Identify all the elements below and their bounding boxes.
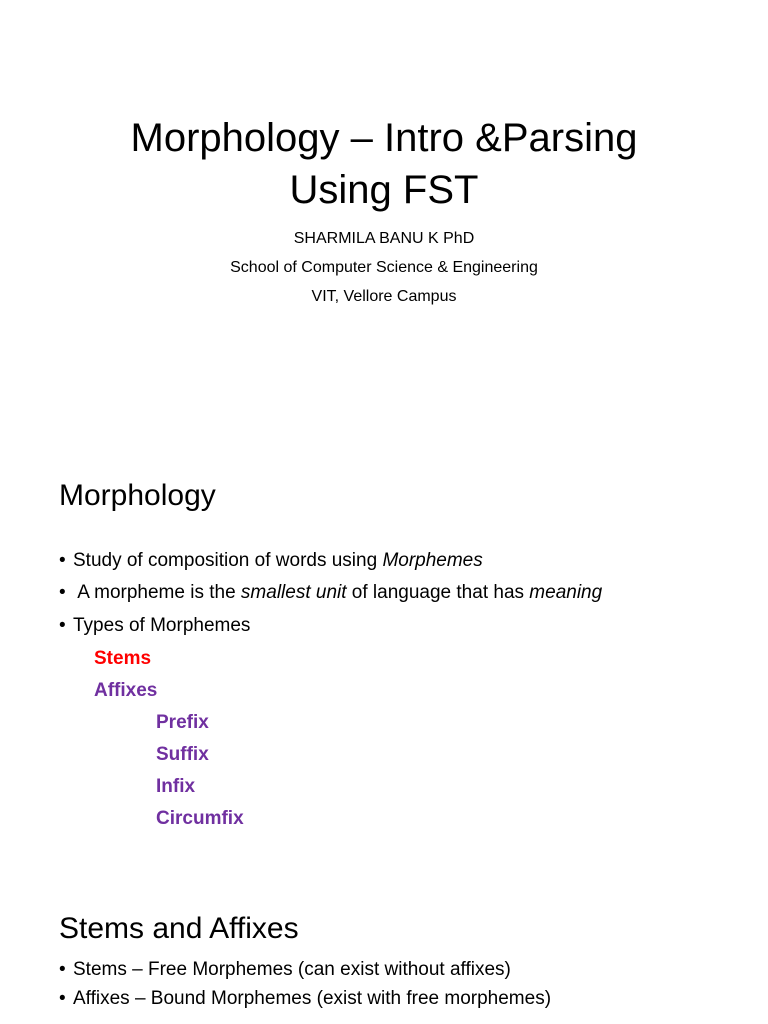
school-name: School of Computer Science & Engineering — [230, 259, 538, 276]
bullet-text: Affixes – Bound Morphemes (exist with free morphemes) — [73, 988, 552, 1009]
bullet-affixes: • Affixes – Bound Morphemes (exist with free morphemes) — [59, 988, 552, 1009]
campus-name: VIT, Vellore Campus — [311, 288, 457, 305]
morphology-slide — [0, 470, 768, 870]
item-infix: Infix — [156, 776, 196, 797]
title-line-1: Morphology – Intro &Parsing — [130, 116, 638, 160]
bullet-composition: • Study of composition of words using Morphemes — [59, 550, 483, 571]
emphasis-meaning: meaning — [529, 582, 603, 603]
bullet-definition: • A morpheme is the smallest unit of language that has meaning — [59, 582, 603, 603]
bullet-stems: • Stems – Free Morphemes (can exist without affixes) — [59, 959, 511, 980]
title-line-2: Using FST — [289, 168, 479, 212]
author-name: SHARMILA BANU K PhD — [293, 230, 475, 247]
stems-affixes-slide — [0, 905, 768, 1024]
emphasis-smallest-unit: smallest unit — [240, 582, 347, 603]
bullet-text: of language that has — [346, 582, 530, 603]
item-affixes: Affixes — [94, 680, 158, 701]
emphasis-morphemes: Morphemes — [382, 550, 483, 571]
item-suffix: Suffix — [156, 744, 209, 765]
item-prefix: Prefix — [156, 712, 209, 733]
bullet-text: A morpheme is the — [73, 582, 241, 603]
item-stems: Stems — [94, 648, 152, 669]
bullet-text: Types of Morphemes — [73, 615, 251, 636]
title-slide — [0, 0, 768, 420]
bullet-text: Study of composition of words using — [73, 550, 383, 571]
bullet-text: Stems – Free Morphemes (can exist without affixes) — [73, 959, 511, 980]
slide-heading: Stems and Affixes — [59, 912, 299, 945]
item-circumfix: Circumfix — [156, 808, 244, 829]
bullet-types: • Types of Morphemes — [59, 615, 251, 636]
slide-heading: Morphology — [59, 479, 216, 512]
slide-title — [0, 112, 768, 216]
